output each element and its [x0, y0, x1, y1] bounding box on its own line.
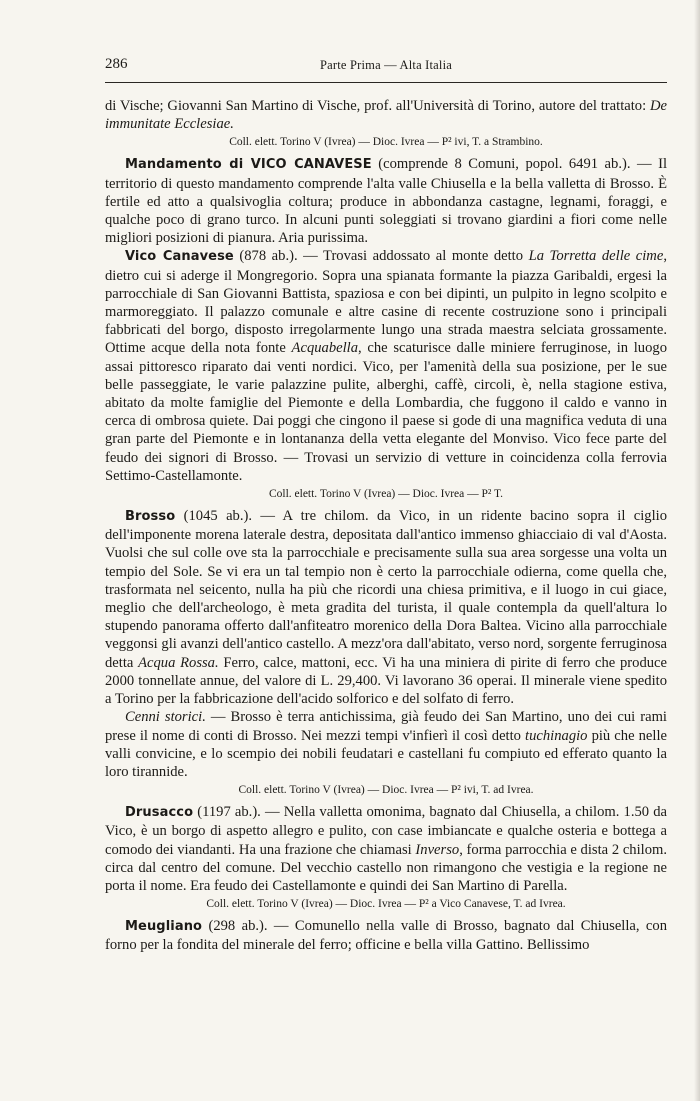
page-header [105, 54, 667, 78]
page-number: 286 [105, 56, 128, 72]
paragraph-continuation: di Vische; Giovanni San Martino di Vische, prof. all'Università di Torino, autore del trattato: De immunitate Ecclesiae. [105, 98, 667, 133]
subheading: Cenni storici. [125, 709, 206, 726]
entry-heading: Vico Canavese [125, 249, 234, 265]
header-rule [105, 82, 667, 83]
entry-heading: Mandamento di VICO CANAVESE [125, 157, 372, 173]
reference-line: Coll. elett. Torino V (Ivrea) — Dioc. Ivrea — P² ivi, T. a Strambino. [229, 136, 543, 149]
paragraph-brosso-history: Cenni storici. — Brosso è terra antichissima, già feudo dei San Martino, uno dei cui rami prese il nome di conti di Brosso. Nei mezzi tempi v'infierì il così detto tuchinagio più che nelle valli convicine, e lo scempio dei nobili feudatari e castellani fu compiuto ed efferato quanto la loro tirannide. [105, 709, 667, 780]
paragraph-vico: Vico Canavese (878 ab.). — Trovasi addossato al monte detto La Torretta delle cime, dietro cui si aderge il Mongregorio. Sopra una spianata formante la piazza Garibaldi, ergesi la parrocchiale di San Giovanni Battista, spaziosa e con bei dipinti, un pulpito in legno scolpito e marmoreggiato. Il palazzo comunale e altre casine di recente costruzione sono i principali fabbricati del borgo, disposto irregolarmente lungo una strada maestra selciata grossamente. Ottime acque della nota fonte Acquabella, che scaturisce dalle miniere ferruginose, in luogo assai pittoresco riparato dai venti nordici. Vico, per l'amenità della sua posizione, per le sue belle passeggiate, le varie palazzine pulite, alberghi, caffè, circoli, è, nella stagione estiva, abitato da molte famiglie del Piemonte e della Lombardia, che fuggono il caldo e vanno in cerca di ombrosa quiete. Dai poggi che cingono il paese si gode di una magnifica veduta di una gran parte del Piemonte e in lontananza della vetta elegante del Monviso. Vico fece parte del feudo dei signori di Brosso. — Trovasi un servizio di vetture in coincidenza colla ferrovia Settimo-Castellamonte. [105, 248, 667, 484]
entry-heading: Brosso [125, 509, 176, 525]
book-page [105, 54, 667, 955]
reference-line: Coll. elett. Torino V (Ivrea) — Dioc. Ivrea — P² a Vico Canavese, T. ad Ivrea. [206, 898, 566, 911]
paragraph-meugliano: Meugliano (298 ab.). — Comunello nella valle di Brosso, bagnato dal Chiusella, con forno per la fondita del minerale del ferro; officine e bella villa Gattino. Bellissimo [105, 918, 667, 954]
treatise-title: De immunitate Ecclesiae. [105, 98, 667, 133]
running-title: Parte Prima — Alta Italia [319, 58, 453, 72]
page-edge-shadow [694, 0, 700, 1101]
reference-line: Coll. elett. Torino V (Ivrea) — Dioc. Ivrea — P² ivi, T. ad Ivrea. [238, 784, 534, 797]
entry-heading: Meugliano [125, 919, 203, 935]
paragraph-brosso: Brosso (1045 ab.). — A tre chilom. da Vico, in un ridente bacino sopra il ciglio dell'imponente morena laterale destra, depositata dall'antico immenso ghiacciaio di val d'Aosta. Vuolsi che sul colle ove sta la parrocchiale e precisamente sulla sua area sorgesse una volta un tempio del Sole. Se vi era un tal tempio non è certo la parrocchiale odierna, come quella che, trasformata nel seicento, nulla ha più che ricordi una chiesa primitiva, e il luogo in cui giace, meglio che dell'archeologo, è meta gradita del turista, il quale contempla da quell'altura lo stupendo panorama offerto dall'anfiteatro morenico della Dora Baltea. Vicino alla parrocchiale veggonsi gli avanzi dell'antico castello. A mezz'ora dall'abitato, verso nord, sorgente ferruginosa detta Acqua Rossa. Ferro, calce, mattoni, ecc. Vi ha una miniera di pirite di ferro che produce 2000 tonnellate annue, del valore di L. 29,400. Vi lavorano 36 operai. Il minerale viene spedito a Torino per la fabbricazione dell'acido solforico e del solfato di ferro. [105, 508, 667, 708]
paragraph-mandamento: Mandamento di VICO CANAVESE (comprende 8 Comuni, popol. 6491 ab.). — Il territorio di questo mandamento comprende l'alta valle Chiusella e la bella valletta di Brosso. È fertile ed atto a qualsivoglia coltura; produce in abbondanza castagne, legnami, foraggi, e qualche poco di grano turco. In alcuni punti soleggiati si trovano giardini a fiori come nelle migliori posizioni di pianura. Aria purissima. [105, 156, 668, 247]
paragraph-drusacco: Drusacco (1197 ab.). — Nella valletta omonima, bagnato dal Chiusella, a chilom. 1.50 da Vico, è un borgo di aspetto allegro e pulito, con case imbiancate e qualche osteria e bottega a comodo dei viandanti. Ha una frazione che chiamasi Inverso, forma parrocchia e dista 2 chilom. circa dal centro del comune. Del vecchio castello non rimangono che vestigia e la regione ne porta il nome. Era feudo dei Castellamonte e quindi dei San Martino di Parella. [105, 804, 667, 894]
reference-line: Coll. elett. Torino V (Ivrea) — Dioc. Ivrea — P² T. [268, 488, 504, 501]
entry-heading: Drusacco [125, 805, 194, 821]
